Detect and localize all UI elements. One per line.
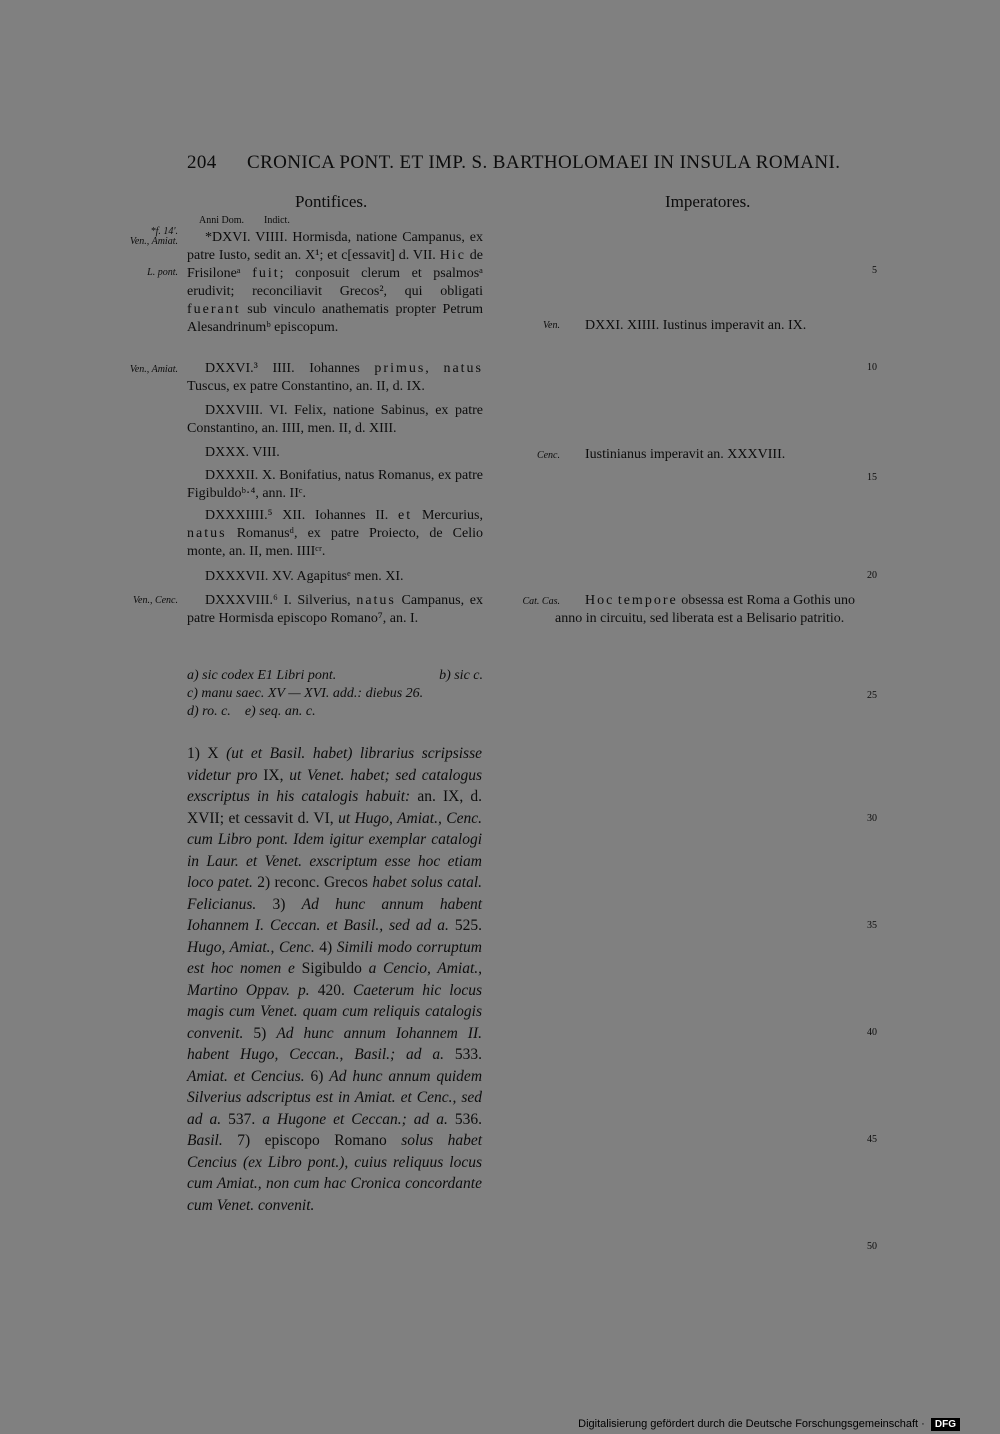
line-number: 5 bbox=[872, 265, 877, 276]
entry-text: et bbox=[398, 508, 413, 523]
entry-text: DXXXVIII.⁶ I. Silverius, bbox=[205, 593, 351, 608]
entry-text: de Frisiloneᵃ bbox=[187, 248, 484, 281]
footnote-text: habet solus catal. Felicianus. bbox=[187, 874, 483, 913]
footnote-number: 3) bbox=[272, 895, 286, 913]
funding-text: Digitalisierung gefördert durch die Deutsche Forschungsgemeinschaft · bbox=[578, 1418, 925, 1430]
pontifex-entry: DXXX. VIII. bbox=[205, 445, 280, 460]
entry-text: Tuscus, ex patre Constantino, an. II, d. IX. bbox=[187, 379, 425, 394]
entry-text: primus bbox=[374, 361, 426, 376]
margin-folio: *f. 14'. bbox=[150, 226, 178, 237]
line-number: 45 bbox=[867, 1134, 877, 1145]
entry-text: tempore bbox=[617, 593, 678, 608]
pontifex-entry: DXXXII. X. Bonifatius, natus Romanus, ex patre Figibuldoᵇ·⁴, ann. IIᶜ. bbox=[187, 468, 483, 501]
margin-source: Ven., Cenc. bbox=[133, 595, 178, 606]
footnote-text: Ad hunc annum habent Iohannem I. Ceccan. et Basil., sed ad a. bbox=[187, 895, 483, 934]
entry-text: natus bbox=[187, 526, 227, 541]
apparatus bbox=[187, 667, 483, 721]
line-number: 40 bbox=[867, 1027, 877, 1038]
entry-text: sub vinculo anathematis propter Petrum Alesandrinumᵇ episcopum. bbox=[187, 302, 483, 335]
line-number: 50 bbox=[867, 1241, 877, 1252]
entry-text: fuerant bbox=[187, 302, 241, 317]
apparatus-note: d) ro. c. bbox=[187, 704, 231, 719]
footnote-text: Ad hunc annum quidem Silverius adscriptus est in Amiat. et Cenc., sed ad a. bbox=[187, 1067, 483, 1128]
footnote-text: a Cencio, Amiat., Martino Oppav. p. bbox=[187, 960, 483, 999]
line-number: 15 bbox=[867, 472, 877, 483]
entry-text: Mercurius, bbox=[421, 508, 483, 523]
imperator-entry: DXXI. XIIII. Iustinus imperavit an. IX. bbox=[585, 318, 807, 333]
line-number: 35 bbox=[867, 920, 877, 931]
footnote-text: Sigibuldo bbox=[301, 960, 362, 977]
entry-text: Campanus, ex patre Hormisda episcopo Romano⁷, an. I. bbox=[187, 593, 483, 626]
footnote-number: 6) bbox=[310, 1067, 324, 1085]
footnote-text: 536. bbox=[454, 1110, 483, 1128]
entry-text: DXXVI.³ IIII. Iohannes bbox=[205, 361, 360, 376]
margin-source: Ven., Amiat. bbox=[129, 364, 178, 375]
footnote-number: 4) bbox=[319, 938, 333, 956]
entry-text: Hoc bbox=[585, 593, 615, 608]
line-number: 25 bbox=[867, 690, 877, 701]
margin-source: Ven., Amiat. bbox=[129, 236, 178, 247]
entry-text: obsessa est Roma a Gothis uno anno in circuitu, sed liberata est a Belisario patritio. bbox=[555, 593, 856, 626]
entry-text: DXXXIIII.⁵ XII. Iohannes II. bbox=[205, 508, 389, 523]
footnote-text: Simili modo corruptum est hoc nomen e bbox=[187, 938, 482, 977]
entry-text: natus bbox=[443, 361, 483, 376]
footnote-text: 420. bbox=[317, 981, 345, 999]
imperator-entry: Iustinianus imperavit an. XXXVIII. bbox=[585, 447, 786, 462]
running-title: CRONICA PONT. ET IMP. S. BARTHOLOMAEI IN INSULA ROMANI. bbox=[247, 152, 841, 173]
dfg-logo: DFG bbox=[931, 1418, 960, 1431]
footnote-text: 525. bbox=[454, 917, 483, 934]
footnote-text: solus habet Cencius (ex Libro pont.), cuius reliquus locus cum Amiat., non cum hac Cronica concordante cum Venet. convenit. bbox=[187, 1132, 483, 1214]
footnote-number: 5) bbox=[253, 1024, 267, 1042]
margin-source: Cenc. bbox=[536, 450, 560, 461]
footnote-text: Ad hunc annum Iohannem II. habent Hugo, Ceccan., Basil.; ad a. bbox=[187, 1024, 483, 1063]
margin-source: Ven. bbox=[543, 320, 560, 331]
entry-text: ; conposuit clerum et psalmosᵃ erudivit; reconciliavit Grecos², qui obligati bbox=[187, 266, 484, 299]
footnote-text: Basil. bbox=[187, 1132, 223, 1149]
footnote-text: (ut et Basil. habet) librarius scripsisse videtur pro bbox=[187, 745, 482, 784]
sublabel-indict: Indict. bbox=[264, 215, 290, 226]
footnotes bbox=[187, 743, 482, 1216]
page-number: 204 bbox=[187, 152, 217, 173]
column-heading-pontifices: Pontifices. bbox=[295, 192, 368, 211]
entry-text: Hic bbox=[439, 248, 466, 263]
sublabel-anni: Anni Dom. bbox=[199, 215, 244, 226]
footnote-number: 7) bbox=[237, 1132, 251, 1149]
footnote-text: 533. bbox=[454, 1046, 482, 1063]
pontifex-entry: DXXXVII. XV. Agapitusᵉ men. XI. bbox=[205, 569, 404, 584]
footnote-text: Caeterum hic locus magis cum Venet. quam cum reliquis catalogis convenit. bbox=[187, 981, 483, 1042]
pontifex-entry bbox=[187, 229, 483, 337]
entry-text: Romanusᵈ, ex patre Proiecto, de Celio monte, an. II, men. IIIIᶜʳ. bbox=[187, 526, 484, 559]
footnote-text: episcopo Romano bbox=[264, 1132, 387, 1149]
footnote-text: 2) reconc. Grecos bbox=[257, 874, 368, 891]
apparatus-note: b) sic c. bbox=[439, 668, 483, 683]
pontifex-entry bbox=[187, 592, 483, 628]
line-number: 10 bbox=[867, 362, 877, 373]
footnote-text: Amiat. et Cencius. bbox=[187, 1067, 305, 1085]
column-heading-imperatores: Imperatores. bbox=[665, 192, 751, 211]
footnote-text: ut Hugo, Amiat., Cenc. cum Libro pont. Idem igitur exemplar catalogi in Laur. et Venet. exscriptum esse hoc etiam loco patet. bbox=[187, 809, 483, 891]
pontifex-entry: DXXVIII. VI. Felix, natione Sabinus, ex patre Constantino, an. IIII, men. II, d. XIII. bbox=[187, 403, 483, 436]
footnote-text: IX, bbox=[263, 766, 284, 784]
footnote-number: 1) X bbox=[187, 745, 219, 762]
funding-footer bbox=[578, 1418, 960, 1431]
footnote-text: a Hugone et Ceccan.; ad a. bbox=[262, 1110, 448, 1128]
footnote-text: ut Venet. habet; sed catalogus exscriptus in his catalogis habuit: bbox=[187, 766, 483, 805]
imperator-entry bbox=[555, 592, 860, 628]
footnote-text: an. IX, d. XVII; et cessavit d. VI, bbox=[187, 788, 482, 827]
margin-source: Cat. Cas. bbox=[522, 596, 560, 607]
apparatus-note: c) manu saec. XV — XVI. add.: diebus 26. bbox=[187, 686, 424, 701]
footnote-text: Hugo, Amiat., Cenc. bbox=[187, 938, 315, 956]
apparatus-note: e) seq. an. c. bbox=[244, 704, 316, 719]
footnote-text: 537. bbox=[228, 1110, 256, 1128]
margin-source: L. pont. bbox=[147, 267, 178, 278]
line-number: 30 bbox=[867, 813, 877, 824]
line-number: 20 bbox=[867, 570, 877, 581]
entry-text: natus bbox=[356, 593, 396, 608]
pontifex-entry: DXXVI.³ IIII. Iohannes primus, natus Tuscus, ex patre Constantino, an. II, d. IX. bbox=[187, 361, 483, 394]
pontifex-entry bbox=[187, 507, 483, 561]
entry-text: *DXVI. VIIII. Hormisda, natione Campanus, ex patre Iusto, sedit an. X¹; et c[essavit] d. VII. bbox=[187, 230, 483, 263]
apparatus-note: a) sic codex E1 Libri pont. bbox=[187, 668, 337, 683]
entry-text: fuit bbox=[252, 266, 280, 281]
